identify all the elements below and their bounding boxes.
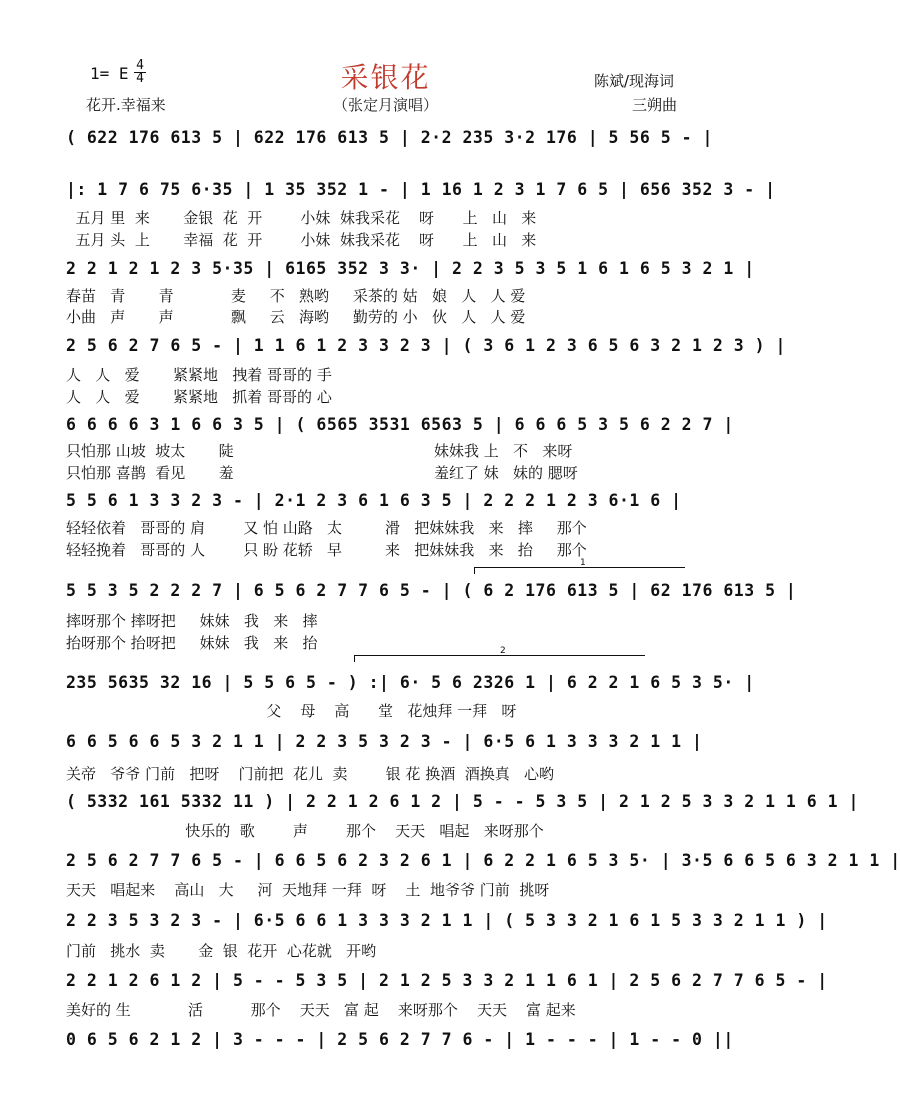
score-line-13: 2 2 1 2 6 1 2 | 5 - - 5 3 5 | 2 1 2 5 3 3 2 1 1 6 1 | 2 5 6 2 7 7 6 5 - | (66, 971, 828, 990)
score-line-7: 5 5 3 5 2 2 2 7 | 6 5 6 2 7 7 6 5 - | ( 6 2 176 613 5 | 62 176 613 5 | (66, 581, 797, 600)
lyric-line-3a: 春苗 青 青 麦 不 熟哟 采茶的 姑 娘 人 人 爱 (66, 287, 526, 305)
lyric-line-5a: 只怕那 山坡 坡太 陡 妹妹我 上 不 来呀 (66, 442, 573, 460)
performer-subtitle: （张定月演唱） (332, 96, 438, 114)
score-line-8: 235 5635 32 16 | 5 5 6 5 - ) :| 6· 5 6 2326 1 | 6 2 2 1 6 5 3 5· | (66, 673, 755, 692)
score-line-9: 6 6 5 6 6 5 3 2 1 1 | 2 2 3 5 3 2 3 - | 6·5 6 1 3 3 3 2 1 1 | (66, 732, 703, 751)
lyric-line-2b: 五月 头 上 幸福 花 开 小妹 妹我采花 呀 上 山 来 (66, 231, 537, 249)
key-signature: 1= E (90, 64, 129, 83)
volta-bracket-1: 1 (474, 567, 685, 574)
song-title: 采银花 (340, 61, 431, 94)
score-line-10: ( 5332 161 5332 11 ) | 2 2 1 2 6 1 2 | 5 - - 5 3 5 | 2 1 2 5 3 3 2 1 1 6 1 | (66, 792, 859, 811)
score-line-5: 6 6 6 6 3 1 6 6 3 5 | ( 6565 3531 6563 5 | 6 6 6 5 3 5 6 2 2 7 | (66, 415, 734, 434)
score-line-6: 5 5 6 1 3 3 2 3 - | 2·1 2 3 6 1 6 3 5 | 2 2 2 1 2 3 6·1 6 | (66, 491, 682, 510)
lyric-line-4b: 人 人 爱 紧紧地 抓着 哥哥的 心 (66, 388, 332, 406)
lyric-line-8: 父 母 高 堂 花烛拜 一拜 呀 (66, 702, 517, 720)
score-line-12: 2 2 3 5 3 2 3 - | 6·5 6 6 1 3 3 3 2 1 1 | ( 5 3 3 2 1 6 1 5 3 3 2 1 1 ) | (66, 911, 828, 930)
lyric-line-9: 关帝 爷爷 门前 把呀 门前把 花儿 卖 银 花 换酒 酒换真 心哟 (66, 765, 555, 783)
composer-credit: 三朔曲 (632, 96, 678, 114)
lyric-line-7a: 摔呀那个 摔呀把 妹妹 我 来 摔 (66, 612, 318, 630)
lyric-line-13: 美好的 生 活 那个 天天 富 起 来呀那个 天天 富 起来 (66, 1001, 576, 1019)
time-signature-bottom: 4 (134, 72, 146, 85)
lyric-line-4a: 人 人 爱 紧紧地 拽着 哥哥的 手 (66, 366, 332, 384)
lyric-line-2a: 五月 里 来 金银 花 开 小妹 妹我采花 呀 上 山 来 (66, 209, 537, 227)
lyric-line-12: 门前 挑水 卖 金 银 花开 心花就 开哟 (66, 942, 377, 960)
lyric-line-7b: 抬呀那个 抬呀把 妹妹 我 来 抬 (66, 634, 318, 652)
score-line-2: |: 1 7 6 75 6·35 | 1 35 352 1 - | 1 16 1 2 3 1 7 6 5 | 656 352 3 - | (66, 180, 776, 199)
lyric-line-6b: 轻轻挽着 哥哥的 人 只 盼 花轿 早 来 把妹妹我 来 抬 那个 (66, 541, 587, 559)
lyric-line-5b: 只怕那 喜鹊 看见 羞 羞红了 妹 妹的 腮呀 (66, 464, 578, 482)
lyric-line-6a: 轻轻依着 哥哥的 肩 又 怕 山路 太 滑 把妹妹我 来 摔 那个 (66, 519, 587, 537)
lyricist-credit: 陈斌/现海词 (594, 72, 675, 90)
time-signature-top: 4 (136, 58, 144, 73)
volta-bracket-2: 2 (354, 655, 645, 662)
lyric-line-10: 快乐的 歌 声 那个 天天 唱起 来呀那个 (66, 822, 544, 840)
lyric-line-3b: 小曲 声 声 飘 云 海哟 勤劳的 小 伙 人 人 爱 (66, 308, 526, 326)
score-line-3: 2 2 1 2 1 2 3 5·35 | 6165 352 3 3· | 2 2 3 5 3 5 1 6 1 6 5 3 2 1 | (66, 259, 755, 278)
score-line-11: 2 5 6 2 7 7 6 5 - | 6 6 5 6 2 3 2 6 1 | 6 2 2 1 6 5 3 5· | 3·5 6 6 5 6 3 2 1 1 | (66, 851, 901, 870)
score-line-4: 2 5 6 2 7 6 5 - | 1 1 6 1 2 3 3 2 3 | ( 3 6 1 2 3 6 5 6 3 2 1 2 3 ) | (66, 336, 786, 355)
score-line-1: ( 622 176 613 5 | 622 176 613 5 | 2·2 235 3·2 176 | 5 56 5 - | (66, 128, 713, 147)
lyric-line-11: 天天 唱起来 高山 大 河 天地拜 一拜 呀 土 地爷爷 门前 挑呀 (66, 881, 550, 899)
score-line-14: 0 6 5 6 2 1 2 | 3 - - - | 2 5 6 2 7 7 6 - | 1 - - - | 1 - - 0 || (66, 1030, 734, 1049)
time-signature (134, 60, 146, 85)
album-name: 花开.幸福来 (86, 96, 166, 114)
